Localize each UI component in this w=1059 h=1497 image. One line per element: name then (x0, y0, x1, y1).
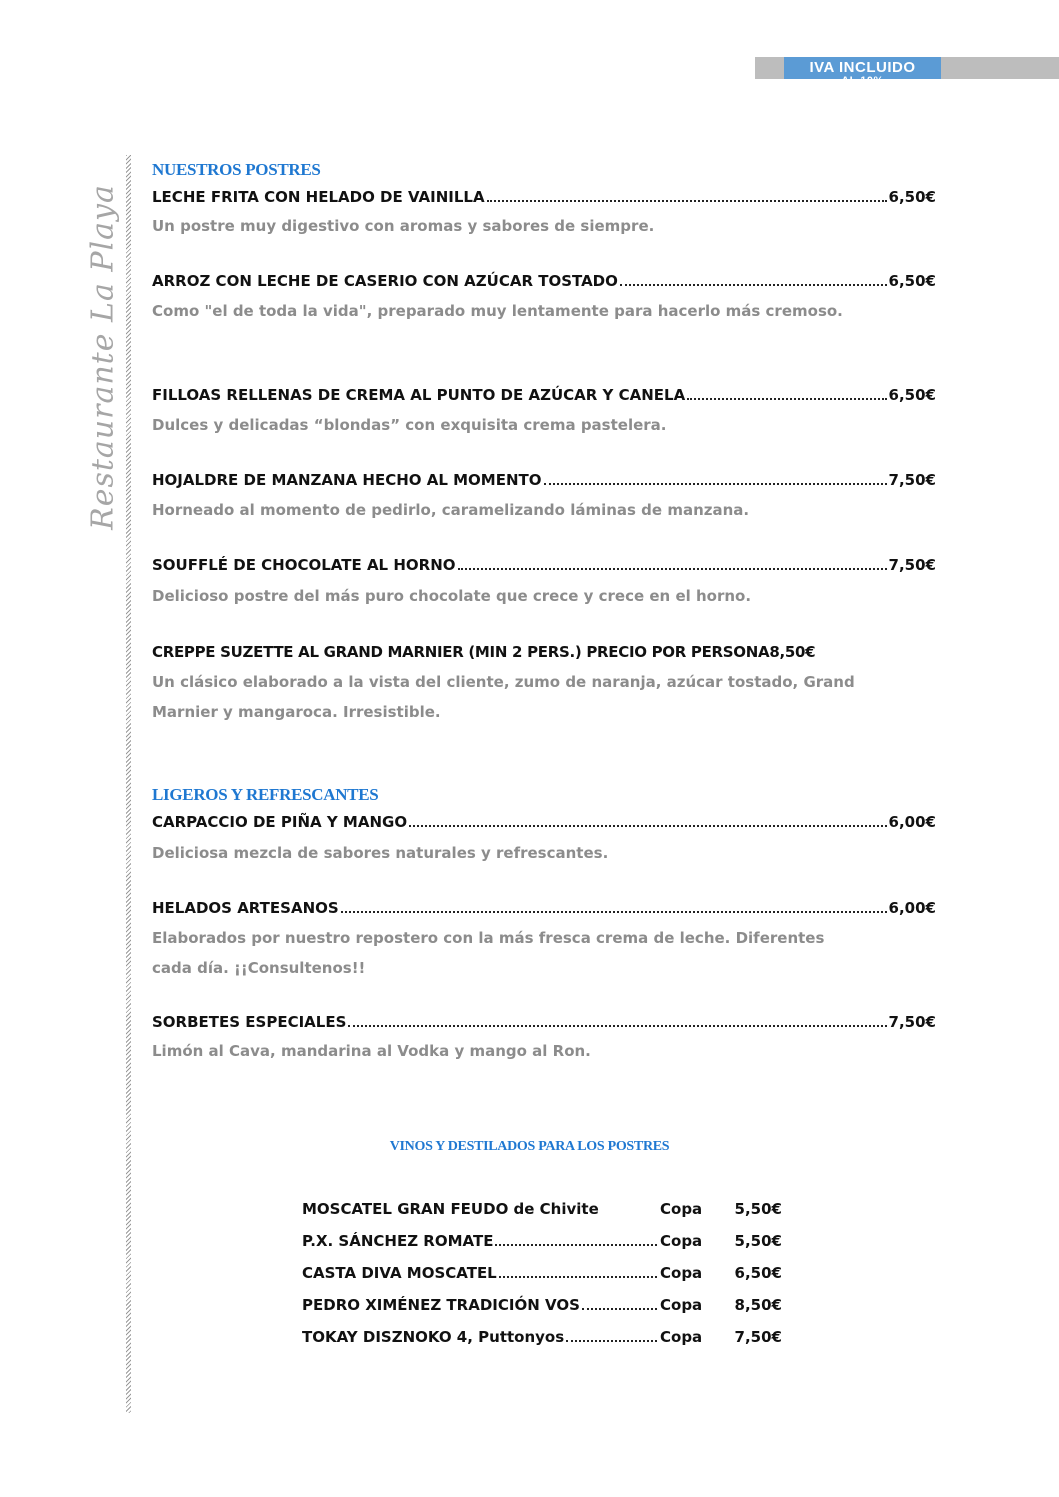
section-title-vinos: VINOS Y DESTILADOS PARA LOS POSTRES (389, 1139, 670, 1154)
menu-item-name: SOUFFLÉ DE CHOCOLATE AL HORNO (152, 556, 456, 574)
wine-row (302, 1264, 782, 1286)
wine-price: 6,50€ (734, 1264, 782, 1282)
wine-name: P.X. SÁNCHEZ ROMATE (302, 1232, 494, 1250)
wine-price: 8,50€ (734, 1296, 782, 1314)
menu-item-line (152, 1013, 936, 1031)
menu-item-description: Horneado al momento de pedirlo, caramelizando láminas de manzana. (152, 501, 750, 519)
dot-leader (687, 398, 886, 400)
menu-item-description: Un clásico elaborado a la vista del cliente, zumo de naranja, azúcar tostado, Grand Marnier y mangaroca. Irresistible. (152, 673, 855, 721)
wine-price: 5,50€ (734, 1232, 782, 1250)
dot-leader (341, 911, 887, 913)
menu-item-description: Deliciosa mezcla de sabores naturales y refrescantes. (152, 844, 609, 862)
menu-item-description: Limón al Cava, mandarina al Vodka y mango al Ron. (152, 1042, 591, 1060)
menu-item-price: 6,50€ (888, 272, 936, 290)
menu-item-price: 6,00€ (888, 813, 936, 831)
wine-unit: Copa (660, 1328, 703, 1346)
section-title-ligeros: LIGEROS Y REFRESCANTES (152, 785, 379, 804)
menu-item-price: 7,50€ (888, 1013, 936, 1031)
menu-item-price: 8,50€ (769, 643, 816, 661)
menu-item-name: SORBETES ESPECIALES (152, 1013, 347, 1031)
dot-leader (544, 483, 887, 485)
menu-item-line (152, 899, 936, 917)
dot-leader (620, 284, 887, 286)
menu-item-name: CARPACCIO DE PIÑA Y MANGO (152, 813, 408, 831)
wine-price: 7,50€ (734, 1328, 782, 1346)
menu-item-name: ARROZ CON LECHE DE CASERIO CON AZÚCAR TOSTADO (152, 272, 618, 290)
wine-unit: Copa (660, 1296, 703, 1314)
wine-row (302, 1328, 782, 1350)
wine-unit: Copa (660, 1200, 703, 1218)
menu-item-description: Dulces y delicadas “blondas” con exquisita crema pastelera. (152, 416, 667, 434)
wine-row (302, 1296, 782, 1318)
menu-item-name: HOJALDRE DE MANZANA HECHO AL MOMENTO (152, 471, 542, 489)
iva-label: IVA INCLUIDO (809, 59, 916, 76)
wine-row (302, 1200, 782, 1222)
wine-price: 5,50€ (734, 1200, 782, 1218)
menu-item-price: 6,50€ (888, 188, 936, 206)
section-title-postres: NUESTROS POSTRES (152, 160, 321, 179)
iva-badge (784, 57, 941, 87)
wine-name: CASTA DIVA MOSCATEL (302, 1264, 497, 1282)
menu-item-name: CREPPE SUZETTE AL GRAND MARNIER (MIN 2 PERS.) PRECIO POR PERSONA (152, 643, 770, 661)
menu-item-price: 6,50€ (888, 386, 936, 404)
dot-leader (458, 568, 887, 570)
menu-item-line (152, 471, 936, 489)
dot-leader (348, 1025, 886, 1027)
dot-leader (566, 1340, 657, 1342)
menu-item-price: 6,00€ (888, 899, 936, 917)
wine-name: PEDRO XIMÉNEZ TRADICIÓN VOS (302, 1296, 580, 1314)
menu-item-line (152, 643, 952, 661)
wine-name: MOSCATEL GRAN FEUDO de Chivite (302, 1200, 599, 1218)
dot-leader (495, 1244, 657, 1246)
dot-leader (499, 1276, 657, 1278)
menu-item-price: 7,50€ (888, 471, 936, 489)
menu-item-line (152, 272, 936, 290)
wine-row (302, 1232, 782, 1254)
menu-item-line (152, 556, 936, 574)
menu-item-name: HELADOS ARTESANOS (152, 899, 339, 917)
side-brand-text: Restaurante La Playa (85, 184, 121, 530)
dot-leader (487, 200, 887, 202)
wine-unit: Copa (660, 1232, 703, 1250)
iva-sub-label: AL 10% (841, 75, 884, 87)
menu-item-description: Elaborados por nuestro repostero con la más fresca crema de leche. Diferentes cada día. ¡¡Consultenos!! (152, 929, 825, 977)
dot-leader (582, 1308, 657, 1310)
menu-item-line (152, 386, 936, 404)
dot-leader (409, 825, 886, 827)
menu-item-price: 7,50€ (888, 556, 936, 574)
wine-name: TOKAY DISZNOKO 4, Puttonyos (302, 1328, 565, 1346)
menu-item-name: FILLOAS RELLENAS DE CREMA AL PUNTO DE AZÚCAR Y CANELA (152, 386, 686, 404)
menu-item-description: Como "el de toda la vida", preparado muy lentamente para hacerlo más cremoso. (152, 302, 843, 320)
menu-item-line (152, 188, 936, 206)
menu-item-description: Un postre muy digestivo con aromas y sabores de siempre. (152, 217, 655, 235)
menu-item-description: Delicioso postre del más puro chocolate que crece y crece en el horno. (152, 587, 752, 605)
decorative-side-rule (126, 155, 131, 1413)
menu-item-name: LECHE FRITA CON HELADO DE VAINILLA (152, 188, 485, 206)
wine-unit: Copa (660, 1264, 703, 1282)
menu-item-line (152, 813, 936, 831)
